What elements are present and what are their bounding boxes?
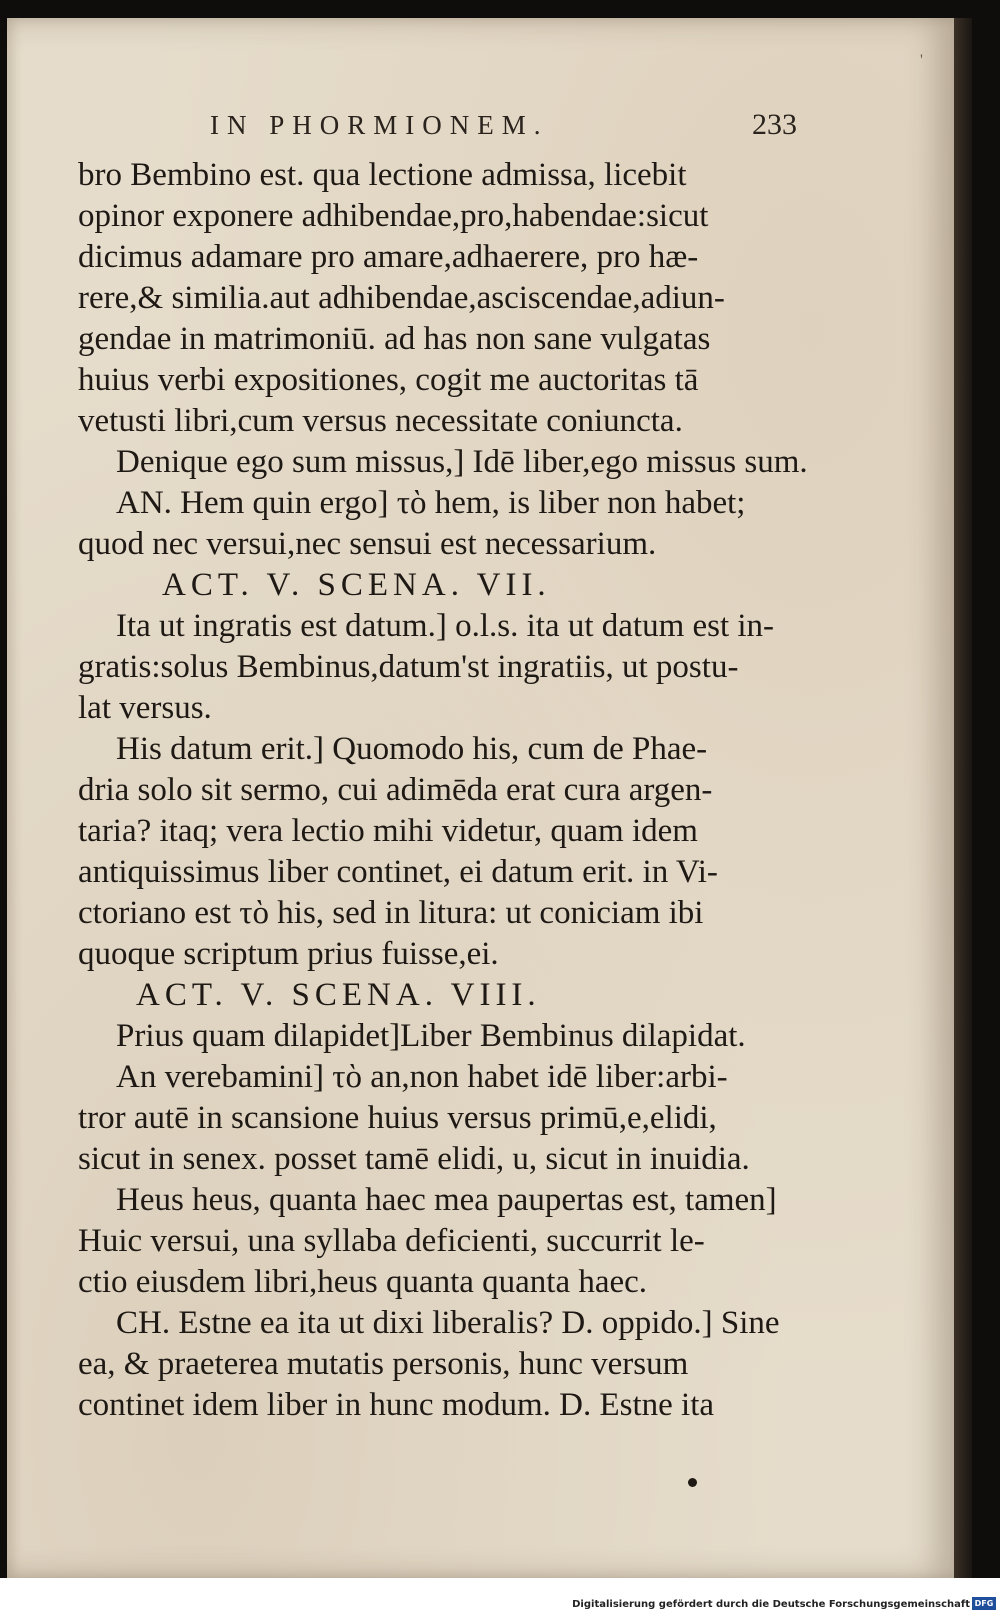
text-line: Denique ego sum missus,] Idē liber,ego missus sum. (116, 444, 808, 480)
page-number: 233 (752, 108, 797, 141)
text-line: CH. Estne ea ita ut dixi liberalis? D. oppido.] Sine (116, 1305, 780, 1341)
text-line: ctio eiusdem libri,heus quanta quanta haec. (78, 1264, 648, 1300)
text-line: His datum erit.] Quomodo his, cum de Phae- (116, 731, 708, 767)
corner-mark: ' (920, 52, 923, 69)
digitization-credit: Digitalisierung gefördert durch die Deutsche Forschungsgemeinschaft (572, 1599, 970, 1610)
text-line: An verebamini] τὸ an,non habet idē liber:arbi- (116, 1059, 728, 1095)
text-line: quod nec versui,nec sensui est necessarium. (78, 526, 657, 562)
text-line: AN. Hem quin ergo] τὸ hem, is liber non habet; (116, 485, 746, 521)
section-heading: ACT. V. SCENA. VII. (162, 567, 551, 603)
running-title: IN PHORMIONEM. (210, 110, 549, 140)
text-line: Prius quam dilapidet]Liber Bembinus dilapidat. (116, 1018, 746, 1054)
text-line: gratis:solus Bembinus,datum'st ingratiis, ut postu- (78, 649, 739, 685)
dfg-logo-icon: DFG (972, 1597, 996, 1610)
text-line: tror autē in scansione huius versus primū,e,elidi, (78, 1100, 717, 1136)
page-edge-shadow (954, 18, 972, 1578)
text-line: huius verbi expositiones, cogit me auctoritas tā (78, 362, 699, 398)
text-line: opinor exponere adhibendae,pro,habendae:sicut (78, 198, 709, 234)
text-line: ea, & praeterea mutatis personis, hunc versum (78, 1346, 689, 1382)
text-line: dicimus adamare pro amare,adhaerere, pro hæ- (78, 239, 699, 275)
text-line: vetusti libri,cum versus necessitate coniuncta. (78, 403, 683, 439)
text-line: bro Bembino est. qua lectione admissa, licebit (78, 157, 687, 193)
section-heading: ACT. V. SCENA. VIII. (136, 977, 541, 1013)
text-line: Heus heus, quanta haec mea paupertas est, tamen] (116, 1182, 777, 1218)
text-line: sicut in senex. posset tamē elidi, u, sicut in inuidia. (78, 1141, 750, 1177)
text-line: Huic versui, una syllaba deficienti, succurrit le- (78, 1223, 705, 1259)
text-line: continet idem liber in hunc modum. D. Estne ita (78, 1387, 715, 1423)
text-line: lat versus. (78, 690, 212, 726)
page-dot-mark (688, 1478, 697, 1487)
text-line: taria? itaq; vera lectio mihi videtur, quam idem (78, 813, 698, 849)
text-line: gendae in matrimoniū. ad has non sane vulgatas (78, 321, 711, 357)
text-line: quoque scriptum prius fuisse,ei. (78, 936, 499, 972)
text-line: dria solo sit sermo, cui adimēda erat cura argen- (78, 772, 713, 808)
text-line: Ita ut ingratis est datum.] o.l.s. ita ut datum est in- (116, 608, 775, 644)
text-line: ctoriano est τὸ his, sed in litura: ut coniciam ibi (78, 895, 704, 931)
body-text (78, 155, 808, 1426)
text-line: rere,& similia.aut adhibendae,asciscendae,adiun- (78, 280, 725, 316)
text-line: antiquissimus liber continet, ei datum erit. in Vi- (78, 854, 718, 890)
